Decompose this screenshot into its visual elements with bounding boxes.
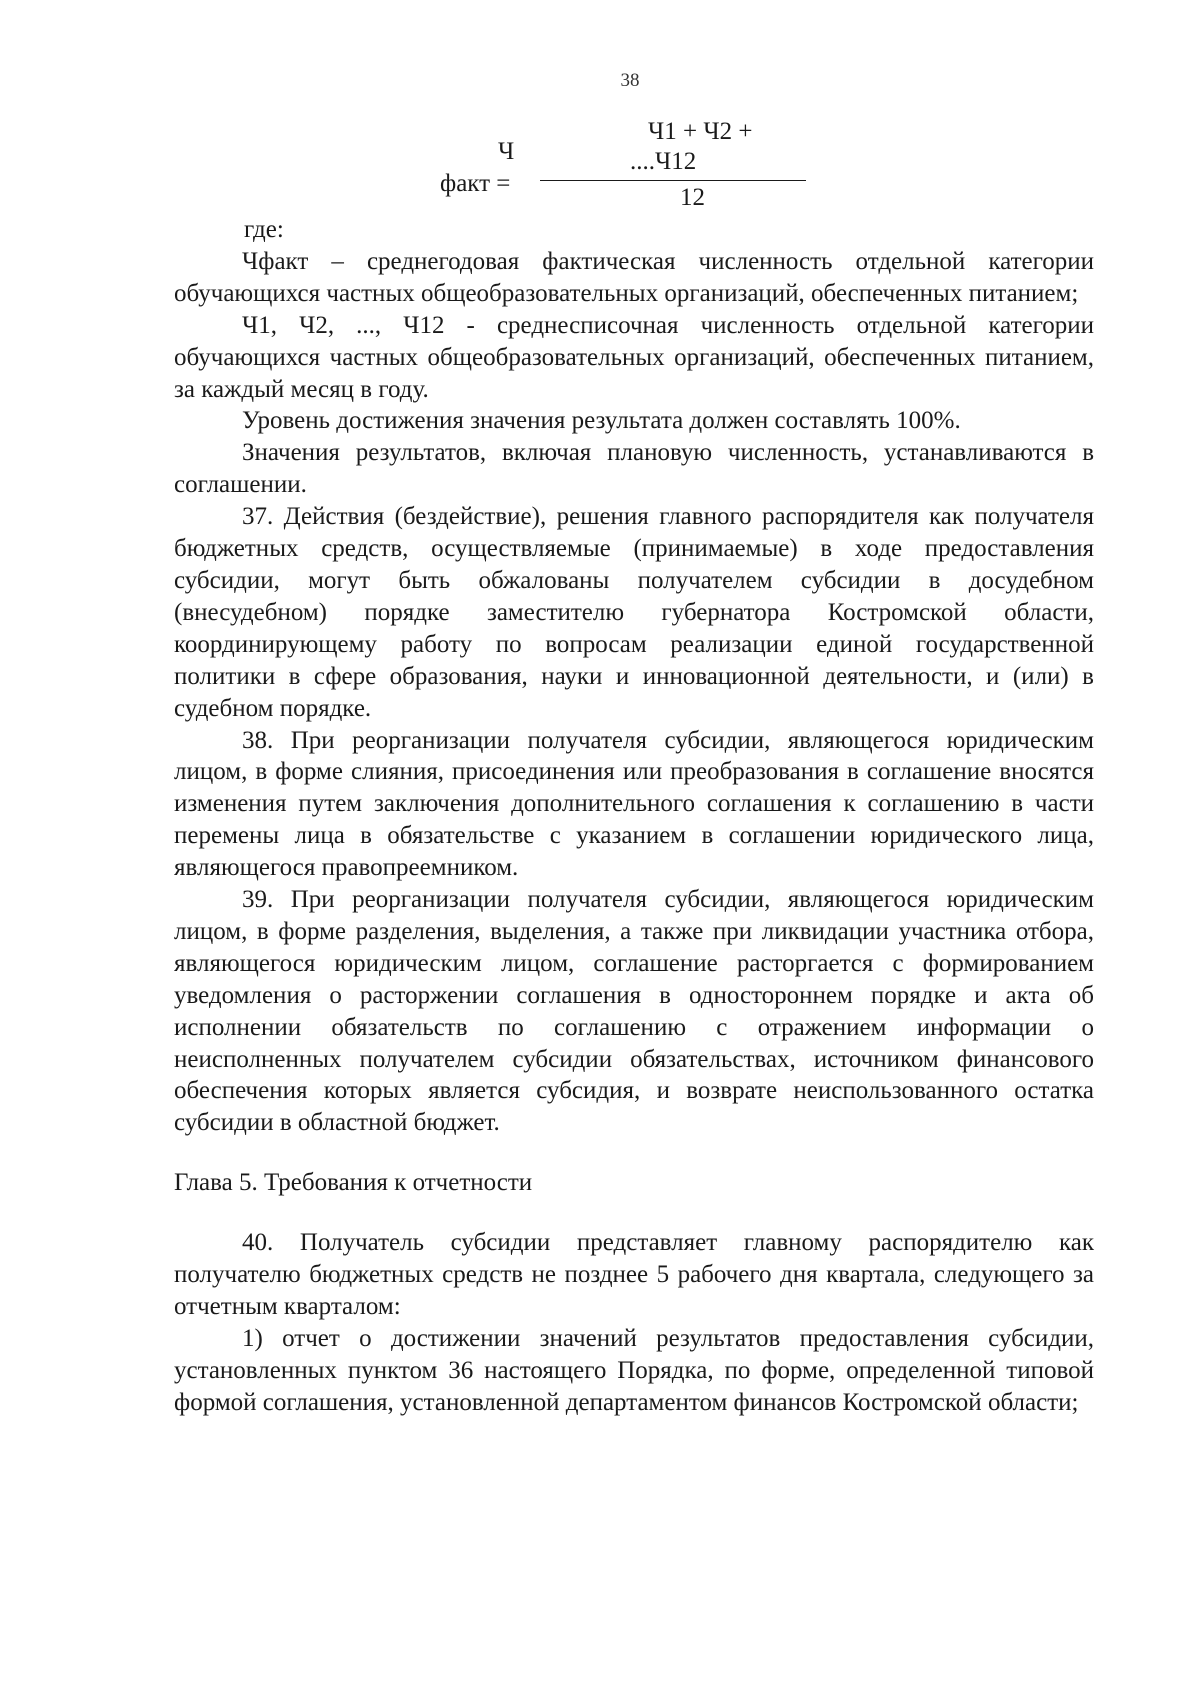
formula-fraction-line (540, 180, 806, 181)
formula-block (440, 118, 810, 218)
paragraph-item-40-1: 1) отчет о достижении значений результатов предоставления субсидии, установленных пунктом 36 настоящего Порядка, по форме, определенной типовой формой соглашения, установленной департаментом финансов Костромской области; (174, 1324, 1094, 1416)
paragraph-item-38: 38. При реорганизации получателя субсидии, являющегося юридическим лицом, в форме слияния, присоединения или преобразования в соглашение вносятся изменения путем заключения дополнительного соглашения к соглашению в части перемены лица в обязательстве с указанием в соглашении юридического лица, являющегося правопреемником. (174, 726, 1094, 882)
paragraph-ch1-ch12-definition: Ч1, Ч2, ..., Ч12 - среднесписочная численность отдельной категории обучающихся частных общеобразовательных организаций, обеспеченных питанием, за каждый месяц в году. (174, 311, 1094, 403)
paragraph-item-37: 37. Действия (бездействие), решения главного распорядителя как получателя бюджетных средств, осуществляемые (принимаемые) в ходе предоставления субсидии, могут быть обжалованы получателем субсидии в досудебном (внесудебном) порядке заместителю губернатора Костромской области, координирующему работу по вопросам реализации единой государственной политики в сфере образования, науки и инновационной деятельности, и (или) в судебном порядке. (174, 503, 1094, 722)
formula-numerator-line2: ....Ч12 (630, 148, 697, 175)
page-number: 38 (620, 70, 640, 91)
formula-denominator: 12 (680, 184, 705, 211)
formula-lhs-subscript: факт = (440, 170, 511, 197)
formula-numerator-line1: Ч1 + Ч2 + (648, 118, 753, 145)
paragraph-item-39: 39. При реорганизации получателя субсидии, являющегося юридическим лицом, в форме разделения, выделения, а также при ликвидации участника отбора, являющегося юридическим лицом, соглашение расторгается с формированием уведомления о расторжении соглашения в одностороннем порядке и акта об исполнении обязательств по соглашению с отражением информации о неисполненных получателем субсидии обязательствах, источником финансового обеспечения которых является субсидия, и возврате неиспользованного остатка субсидии в областной бюджет. (174, 886, 1094, 1137)
paragraph-results-values: Значения результатов, включая плановую численность, устанавливаются в соглашении. (174, 439, 1094, 499)
chapter-title: Глава 5. Требования к отчетности (174, 1169, 533, 1197)
paragraph-where: где: (244, 216, 284, 243)
paragraph-chfakt-definition: Чфакт – среднегодовая фактическая численность отдельной категории обучающихся частных общеобразовательных организаций, обеспеченных питанием; (174, 247, 1094, 307)
paragraph-item-40: 40. Получатель субсидии представляет главному распорядителю как получателю бюджетных средств не позднее 5 рабочего дня квартала, следующего за отчетным кварталом: (174, 1229, 1094, 1320)
paragraph-achievement-level: Уровень достижения значения результата должен составлять 100%. (242, 407, 961, 435)
body-text (174, 214, 1094, 1419)
formula-lhs-symbol: Ч (498, 138, 515, 165)
